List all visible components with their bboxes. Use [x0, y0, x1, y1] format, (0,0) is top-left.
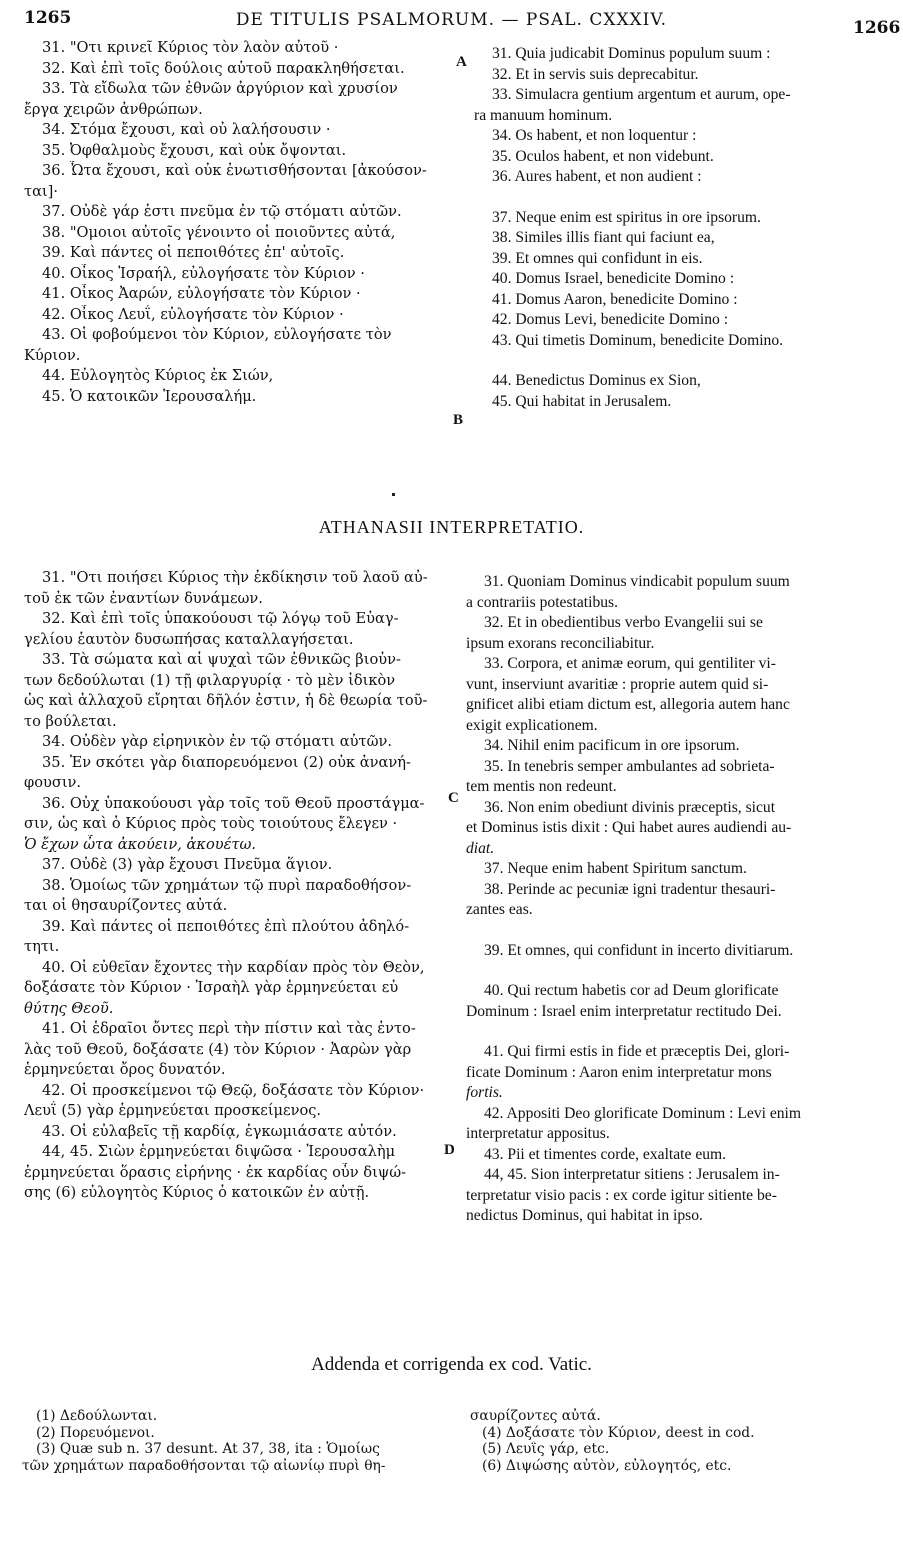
interpretation-line: 37. Οὐδὲ (3) γὰρ ἔχουσι Πνεῦμα ἅγιον.: [42, 856, 333, 873]
interpretation-line: interpretatur appositus.: [466, 1125, 610, 1142]
interpretation-line: 35. Ἐν σκότει γὰρ διαπορευόμενοι (2) οὐκ ἀνανή-: [42, 753, 411, 771]
interpretation-line: exigit explicationem.: [466, 716, 598, 734]
verse-line: 37. Οὐδὲ γάρ ἐστι πνεῦμα ἐν τῷ στόματι αὐτῶν.: [42, 203, 402, 220]
interpretation-line: 44, 45. Σιὼν ἑρμηνεύεται διψῶσα · Ἱερουσαλὴμ: [42, 1143, 396, 1160]
psalm-latin-column: [474, 44, 884, 412]
verse-line: 45. Ὁ κατοικῶν Ἱερουσαλήμ.: [42, 387, 257, 405]
verse-line: 38. Similes illis fiant qui faciunt ea,: [492, 229, 715, 246]
verse-line: 31. "Οτι κρινεῖ Κύριος τὸν λαὸν αὐτοῦ ·: [42, 39, 339, 56]
athanasius-latin-column: [466, 572, 886, 1227]
verse-line: 45. Qui habitat in Jerusalem.: [492, 392, 672, 410]
interpretation-line: Ὁ ἔχων ὦτα ἀκούειν, ἀκουέτω.: [24, 835, 257, 853]
margin-letter-d: D: [444, 1142, 455, 1158]
interpretation-line: gnificet alibi etiam dictum est, allegoria autem hanc: [466, 696, 790, 713]
footnote-line: (3) Quæ sub n. 37 desunt. At 37, 38, ita : Ὁμοίως: [36, 1441, 380, 1457]
margin-letter-c: C: [448, 790, 459, 806]
verse-line: ra manuum hominum.: [474, 106, 613, 124]
interpretation-line: 43. Pii et timentes corde, exaltate eum.: [484, 1145, 727, 1163]
verse-line: 37. Neque enim est spiritus in ore ipsorum.: [492, 208, 761, 226]
footnote-line: σαυρίζοντες αὐτά.: [470, 1408, 601, 1424]
verse-line: 33. Τὰ εἴδωλα τῶν ἐθνῶν ἀργύριον καὶ χρυσίον: [42, 80, 398, 97]
ornament-dot: [392, 493, 395, 496]
verse-line: 33. Simulacra gentium argentum et aurum, ope-: [492, 86, 791, 103]
interpretation-line: φουσιν.: [24, 774, 82, 791]
verse-line: 34. Στόμα ἔχουσι, καὶ οὐ λαλήσουσιν ·: [42, 121, 331, 138]
interpretation-line: δοξάσατε τὸν Κύριον · Ἰσραὴλ γὰρ ἑρμηνεύεται εὐ: [24, 979, 399, 996]
interpretation-line: Λευΐ (5) γὰρ ἑρμηνεύεται προσκείμενος.: [24, 1102, 322, 1119]
interpretation-line: a contrariis potestatibus.: [466, 593, 619, 611]
verse-line: 41. Domus Aaron, benedicite Domino :: [492, 290, 738, 308]
verse-line: 35. Ὀφθαλμοὺς ἔχουσι, καὶ οὐκ ὄψονται.: [42, 141, 347, 159]
interpretation-line: σης (6) εὐλογητὸς Κύριος ὁ κατοικῶν ἐν αὐτῇ.: [24, 1184, 370, 1201]
verse-line: 43. Qui timetis Dominum, benedicite Domino.: [492, 331, 784, 349]
notes-left-column: [22, 1408, 456, 1474]
interpretation-line: ὡς καὶ ἀλλαχοῦ εἴρηται δῆλόν ἐστιν, ἡ δὲ θεωρία τοῦ-: [24, 692, 428, 709]
verse-line: 32. Et in servis suis deprecabitur.: [492, 65, 699, 83]
interpretation-line: fortis.: [466, 1084, 503, 1101]
interpretation-line: 42. Appositi Deo glorificate Dominum : Levi enim: [484, 1104, 802, 1122]
interpretation-line: των δεδούλωται (1) τῇ φιλαργυρίᾳ · τὸ μὲν ἰδικὸν: [24, 671, 396, 689]
interpretation-line: 31. "Οτι ποιήσει Κύριος τὴν ἐκδίκησιν τοῦ λαοῦ αὐ-: [42, 569, 428, 586]
interpretation-line: 31. Quoniam Dominus vindicabit populum suum: [484, 573, 790, 590]
interpretation-line: tem mentis non redeunt.: [466, 778, 617, 795]
verse-line: 39. Καὶ πάντες οἱ πεποιθότες ἐπ' αὐτοῖς.: [42, 244, 345, 261]
margin-letter-b: B: [453, 412, 464, 428]
interpretation-line: 35. In tenebris semper ambulantes ad sobrieta-: [484, 757, 775, 775]
interpretation-line: ἑρμηνεύεται ὅρασις εἰρήνης · ἐκ καρδίας οὖν διψώ-: [24, 1163, 407, 1181]
interpretation-line: σιν, ὡς καὶ ὁ Κύριος πρὸς τοὺς τοιούτους ἔλεγεν ·: [24, 815, 398, 832]
interpretation-line: 43. Οἱ εὐλαβεῖς τῇ καρδίᾳ, ἐγκωμιάσατε αὐτόν.: [42, 1122, 397, 1140]
footnote-line: τῶν χρημάτων παραδοθήσονται τῷ αἰωνίῳ πυρὶ θη-: [22, 1457, 386, 1474]
verse-line: 36. Ὦτα ἔχουσι, καὶ οὐκ ἐνωτισθήσονται [ἀκούσον-: [42, 162, 427, 179]
interpretation-line: 38. Perinde ac pecuniæ igni tradentur thesauri-: [484, 880, 776, 898]
margin-letter-a: A: [456, 54, 467, 70]
verse-line: 41. Οἶκος Ἀαρών, εὐλογήσατε τὸν Κύριον ·: [42, 285, 361, 302]
interpretation-line: 40. Qui rectum habetis cor ad Deum glorificate: [484, 982, 779, 999]
interpretation-line: 32. Et in obedientibus verbo Evangelii sui se: [484, 614, 763, 631]
interpretation-line: τοῦ ἐκ τῶν ἐναντίων δυνάμεων.: [24, 589, 263, 607]
interpretation-line: 41. Οἱ ἑδραῖοι ὄντες περὶ τὴν πίστιν καὶ τὰς ἐντο-: [42, 1020, 416, 1037]
interpretation-line: 32. Καὶ ἐπὶ τοῖς ὑπακούουσι τῷ λόγῳ τοῦ Εὐαγ-: [42, 610, 399, 627]
verse-line: 42. Οἶκος Λευΐ, εὐλογήσατε τὸν Κύριον ·: [42, 305, 344, 323]
section-title: ATHANASII INTERPRETATIO.: [318, 517, 585, 537]
verse-line: 42. Domus Levi, benedicite Domino :: [492, 311, 729, 328]
verse-line: ται]·: [24, 182, 58, 200]
interpretation-line: terpretatur visio pacis : ex corde igitur sitiente be-: [466, 1186, 777, 1204]
interpretation-line: 39. Et omnes, qui confidunt in incerto divitiarum.: [484, 941, 794, 959]
interpretation-line: 38. Ὁμοίως τῶν χρημάτων τῷ πυρὶ παραδοθήσον-: [42, 876, 412, 894]
interpretation-line: τητι.: [24, 938, 60, 955]
verse-line: 40. Domus Israel, benedicite Domino :: [492, 270, 735, 287]
footnote-line: (6) Διψώσης αὐτὸν, εὐλογητός, etc.: [482, 1457, 732, 1474]
verse-line: 32. Καὶ ἐπὶ τοῖς δούλοις αὐτοῦ παρακληθήσεται.: [42, 59, 405, 77]
interpretation-line: diat.: [466, 839, 495, 857]
verse-line: 36. Aures habent, et non audient :: [492, 168, 702, 185]
interpretation-line: 42. Οἱ προσκείμενοι τῷ Θεῷ, δοξάσατε τὸν Κύριον·: [42, 1081, 425, 1099]
footnote-line: (4) Δοξάσατε τὸν Κύριον, deest in cod.: [482, 1424, 755, 1441]
interpretation-line: 33. Corpora, et animæ eorum, qui gentiliter vi-: [484, 655, 776, 672]
verse-line: 35. Oculos habent, et non videbunt.: [492, 147, 714, 165]
interpretation-line: nedictus Dominus, qui habitat in ipso.: [466, 1207, 703, 1224]
footnote-line: (5) Λευῒς γάρ, etc.: [482, 1441, 610, 1457]
verse-line: 43. Οἱ φοβούμενοι τὸν Κύριον, εὐλογήσατε τὸν: [42, 326, 392, 343]
interpretation-line: 34. Nihil enim pacificum in ore ipsorum.: [484, 737, 740, 754]
notes-right-column: [470, 1408, 890, 1474]
verse-line: 31. Quia judicabit Dominus populum suum :: [492, 45, 771, 62]
verse-line: ἔργα χειρῶν ἀνθρώπων.: [24, 100, 203, 118]
interpretation-line: 37. Neque enim habent Spiritum sanctum.: [484, 860, 747, 877]
interpretation-line: γελίου ἑαυτὸν δυσωπήσας καταλλαγήσεται.: [24, 630, 354, 648]
verse-line: 39. Et omnes qui confidunt in eis.: [492, 249, 703, 267]
addenda-title: Addenda et corrigenda ex cod. Vatic.: [311, 1354, 592, 1375]
verse-line: Κύριον.: [24, 346, 81, 364]
interpretation-line: 40. Οἱ εὐθεῖαν ἔχοντες τὴν καρδίαν πρὸς τὸν Θεὸν,: [42, 958, 425, 976]
interpretation-line: το βούλεται.: [24, 712, 117, 730]
interpretation-line: 44, 45. Sion interpretatur sitiens : Jerusalem in-: [484, 1166, 780, 1183]
interpretation-line: 36. Non enim obediunt divinis præceptis, sicut: [484, 798, 776, 816]
footnote-line: (2) Πορευόμενοι.: [36, 1424, 155, 1441]
interpretation-line: ipsum exorans reconciliabitur.: [466, 634, 655, 652]
running-title: DE TITULIS PSALMORUM. — PSAL. CXXXIV.: [235, 10, 668, 30]
interpretation-line: ἑρμηνεύεται ὄρος δυνατόν.: [24, 1061, 226, 1078]
interpretation-line: ficate Dominum : Aaron enim interpretatur mons: [466, 1063, 772, 1081]
verse-line: 44. Benedictus Dominus ex Sion,: [492, 372, 701, 389]
running-header: [0, 6, 903, 42]
interpretation-line: et Dominus istis dixit : Qui habet aures audiendi au-: [466, 819, 792, 836]
interpretation-line: vunt, inserviunt avaritiæ : proprie autem quid si-: [466, 675, 769, 693]
interpretation-line: zantes eas.: [466, 901, 533, 918]
verse-line: 34. Os habent, et non loquentur :: [492, 127, 697, 144]
footnote-line: (1) Δεδούλωνται.: [36, 1408, 158, 1424]
interpretation-line: Dominum : Israel enim interpretatur rectitudo Dei.: [466, 1002, 782, 1020]
page-number-left: 1265: [24, 8, 72, 28]
psalm-greek-column: [24, 38, 454, 407]
interpretation-line: 39. Καὶ πάντες οἱ πεποιθότες ἐπὶ πλούτου ἀδηλό-: [42, 917, 410, 935]
verse-line: 44. Εὐλογητὸς Κύριος ἐκ Σιών,: [42, 367, 274, 384]
verse-line: 38. "Ομοιοι αὐτοῖς γένοιντο οἱ ποιοῦντες αὐτά,: [42, 223, 396, 241]
page-number-right: 1266: [853, 18, 901, 38]
interpretation-line: 41. Qui firmi estis in fide et præceptis Dei, glori-: [484, 1043, 790, 1060]
interpretation-line: 33. Τὰ σώματα καὶ αἱ ψυχαὶ τῶν ἐθνικῶς βιοὐν-: [42, 651, 401, 668]
interpretation-line: ται οἱ θησαυρίζοντες αὐτά.: [24, 897, 228, 914]
interpretation-line: θύτης Θεοῦ.: [24, 999, 114, 1017]
interpretation-line: λὰς τοῦ Θεοῦ, δοξάσατε (4) τὸν Κύριον · Ἀαρὼν γὰρ: [24, 1040, 412, 1058]
interpretation-line: 36. Οὐχ ὑπακούουσι γὰρ τοῖς τοῦ Θεοῦ προστάγμα-: [42, 794, 425, 812]
verse-line: 40. Οἶκος Ἰσραήλ, εὐλογήσατε τὸν Κύριον ·: [42, 264, 365, 282]
interpretation-line: 34. Οὐδὲν γὰρ εἰρηνικὸν ἐν τῷ στόματι αὐτῶν.: [42, 733, 392, 750]
athanasius-greek-column: [24, 568, 452, 1204]
